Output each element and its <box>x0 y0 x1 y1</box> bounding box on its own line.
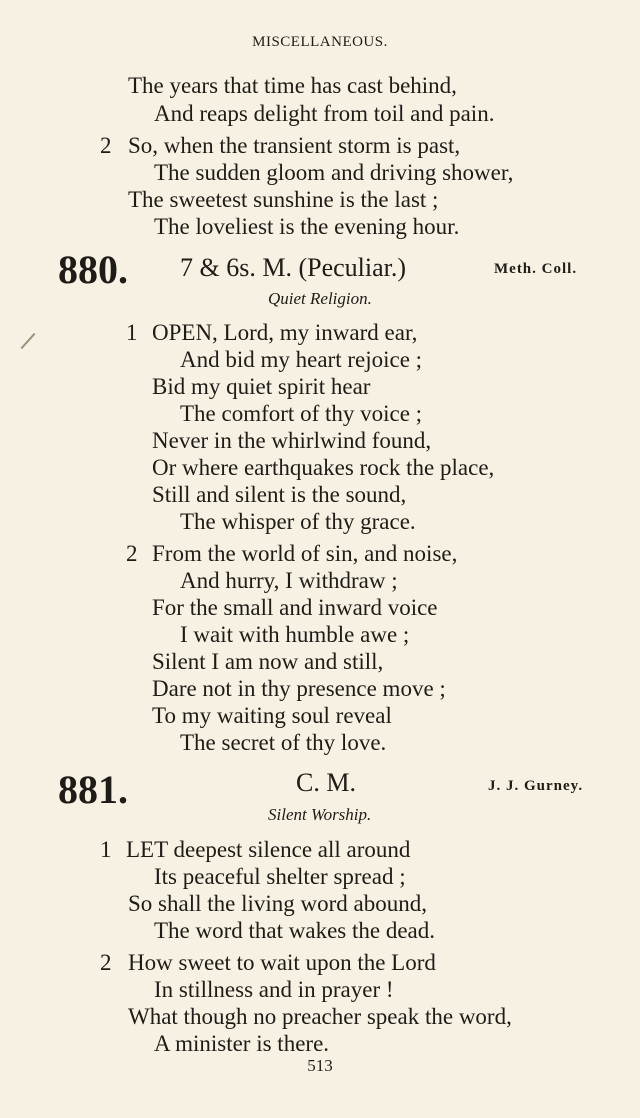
stanza-number: 2 <box>126 541 138 566</box>
hymn-meter: 7 & 6s. M. (Peculiar.) <box>180 253 407 282</box>
verse-line: Or where earthquakes rock the place, <box>152 455 495 480</box>
verse-line: The word that wakes the dead. <box>154 918 436 943</box>
verse-line: Dare not in thy presence move ; <box>152 676 446 701</box>
hymn-subtitle: Quiet Religion. <box>268 289 372 308</box>
verse-line: So, when the transient storm is past, <box>128 133 461 158</box>
verse-line: The loveliest is the evening hour. <box>154 214 460 239</box>
verse-line: OPEN, Lord, my inward ear, <box>152 320 418 345</box>
stanza-number: 1 <box>126 320 138 345</box>
verse-line: Bid my quiet spirit hear <box>152 374 371 399</box>
hymn-subtitle: Silent Worship. <box>268 805 372 824</box>
verse-line: Never in the whirlwind found, <box>152 428 432 453</box>
verse-line: And bid my heart rejoice ; <box>180 347 423 372</box>
running-head: MISCELLANEOUS. <box>252 34 388 50</box>
verse-line: The years that time has cast behind, <box>128 73 457 98</box>
verse-line: The sudden gloom and driving shower, <box>154 160 514 185</box>
page-number: 513 <box>307 1056 333 1075</box>
verse-line: The secret of thy love. <box>180 730 387 755</box>
verse-line: To my waiting soul reveal <box>152 703 392 728</box>
verse-line: A minister is there. <box>154 1031 330 1056</box>
verse-line: And hurry, I withdraw ; <box>180 568 398 593</box>
stanza-number: 1 <box>100 837 112 862</box>
verse-line: From the world of sin, and noise, <box>152 541 458 566</box>
verse-line: The whisper of thy grace. <box>180 509 416 534</box>
verse-line: So shall the living word abound, <box>128 891 427 916</box>
verse-line: How sweet to wait upon the Lord <box>128 950 436 975</box>
hymn-author: Meth. Coll. <box>494 261 578 277</box>
hymn-meter: C. M. <box>296 768 356 797</box>
verse-line: Silent I am now and still, <box>152 649 384 674</box>
verse-line: In stillness and in prayer ! <box>154 977 394 1002</box>
hymn-number: 881. <box>58 767 128 812</box>
verse-line: LET deepest silence all around <box>126 837 411 862</box>
hymn-number: 880. <box>58 247 128 292</box>
verse-line: What though no preacher speak the word, <box>128 1004 512 1029</box>
verse-line: Still and silent is the sound, <box>152 482 407 507</box>
verse-line: Its peaceful shelter spread ; <box>154 864 406 889</box>
verse-line: For the small and inward voice <box>152 595 438 620</box>
pencil-mark <box>21 333 36 349</box>
stanza-number: 2 <box>100 133 112 158</box>
verse-line: And reaps delight from toil and pain. <box>154 101 495 126</box>
verse-line: I wait with humble awe ; <box>180 622 410 647</box>
stanza-number: 2 <box>100 950 112 975</box>
hymn-author: J. J. Gurney. <box>488 778 584 794</box>
verse-line: The sweetest sunshine is the last ; <box>128 187 439 212</box>
verse-line: The comfort of thy voice ; <box>180 401 423 426</box>
